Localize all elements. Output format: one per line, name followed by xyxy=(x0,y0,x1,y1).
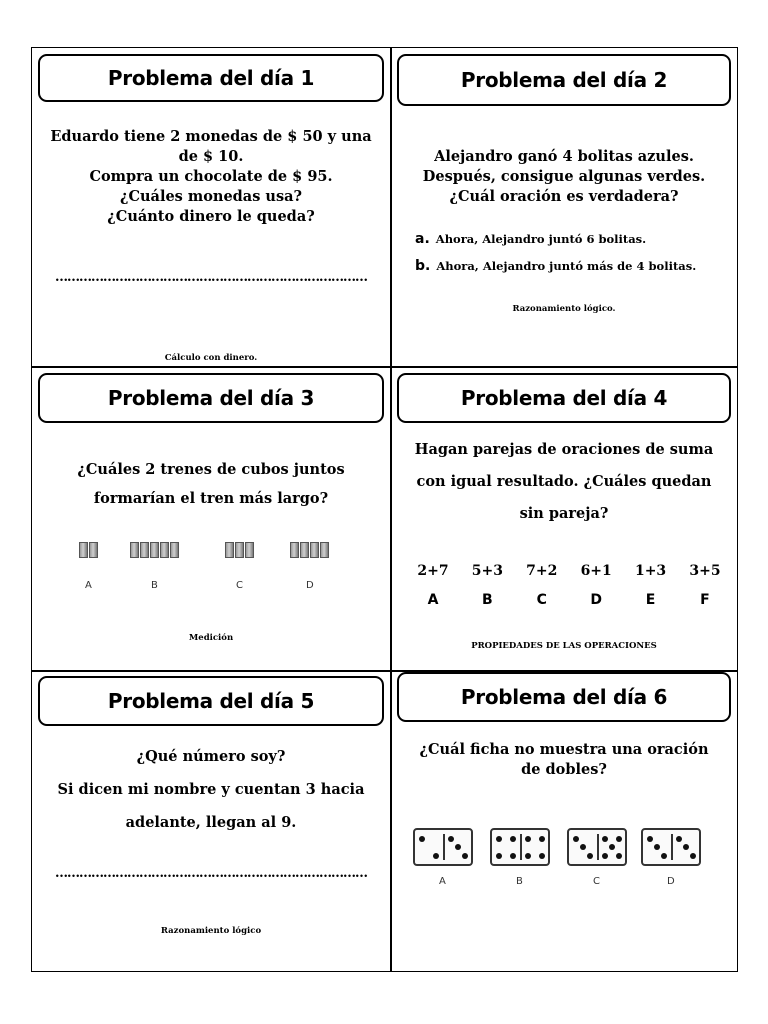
topic-label: PROPIEDADES DE LAS OPERACIONES xyxy=(471,641,657,651)
operation: 3+5 xyxy=(689,563,721,579)
domino-pip xyxy=(510,853,516,859)
problem-card-6 xyxy=(391,672,737,971)
operation-label: D xyxy=(590,592,602,608)
domino-label: C xyxy=(593,876,600,887)
option-letter: b. xyxy=(415,258,431,274)
domino-tile xyxy=(567,828,627,866)
domino-pip xyxy=(647,836,653,842)
domino-pip xyxy=(683,844,689,850)
operation: 2+7 xyxy=(417,563,449,579)
cube xyxy=(170,542,179,558)
cube xyxy=(320,542,329,558)
domino-divider xyxy=(520,834,522,860)
operation-labels-row xyxy=(409,592,729,608)
option-a xyxy=(415,231,646,247)
domino-pip xyxy=(676,836,682,842)
operation-label: E xyxy=(645,592,656,608)
answer-line: …………………………………………………………………… xyxy=(55,270,367,285)
domino-pip xyxy=(580,844,586,850)
option-text: Ahora, Alejandro juntó 6 bolitas. xyxy=(435,232,647,246)
operation: 5+3 xyxy=(471,563,503,579)
cube-train xyxy=(290,542,330,558)
domino-pip xyxy=(690,853,696,859)
question-line: Si dicen mi nombre y cuentan 3 hacia xyxy=(57,781,365,798)
operation-label: F xyxy=(700,592,710,608)
question-line: ¿Cuánto dinero le queda? xyxy=(107,208,315,225)
domino-tiles xyxy=(391,828,737,918)
domino-pip xyxy=(525,836,531,842)
question-line: ¿Cuáles 2 trenes de cubos juntos xyxy=(77,461,345,478)
domino-pip xyxy=(654,844,660,850)
option-b xyxy=(415,258,696,274)
domino-pip xyxy=(433,853,439,859)
question-line: ¿Cuál oración es verdadera? xyxy=(449,188,679,205)
domino-divider xyxy=(671,834,673,860)
question-line: Hagan parejas de oraciones de suma xyxy=(414,441,714,458)
domino-tile xyxy=(413,828,473,866)
card-title: Problema del día 6 xyxy=(397,672,731,722)
domino-pip xyxy=(419,836,425,842)
question-line: de $ 10. xyxy=(178,148,244,165)
domino-pip xyxy=(496,836,502,842)
cube-trains xyxy=(32,542,390,602)
cube xyxy=(150,542,159,558)
question-text xyxy=(36,740,386,839)
cube-train xyxy=(130,542,180,558)
cube xyxy=(300,542,309,558)
problem-card-4 xyxy=(391,368,737,670)
domino-divider xyxy=(597,834,599,860)
domino-pip xyxy=(602,853,608,859)
question-line: formarían el tren más largo? xyxy=(93,490,329,507)
domino-pip xyxy=(496,853,502,859)
domino-pip xyxy=(616,853,622,859)
train-label: B xyxy=(151,580,158,591)
cube xyxy=(310,542,319,558)
train-label: A xyxy=(85,580,92,591)
cube xyxy=(140,542,149,558)
train-label: D xyxy=(306,580,314,591)
topic-label: Razonamiento lógico. xyxy=(512,304,616,314)
card-title: Problema del día 3 xyxy=(38,373,384,423)
question-text xyxy=(36,455,386,513)
cube-train xyxy=(225,542,255,558)
domino-pip xyxy=(609,844,615,850)
operation-label: B xyxy=(482,592,493,608)
topic-label: Razonamiento lógico xyxy=(160,926,262,936)
domino-label: A xyxy=(439,876,446,887)
domino-label: B xyxy=(516,876,523,887)
card-title: Problema del día 4 xyxy=(397,373,731,423)
domino-pip xyxy=(661,853,667,859)
domino-pip xyxy=(510,836,516,842)
cube xyxy=(89,542,98,558)
card-title: Problema del día 2 xyxy=(397,54,731,106)
domino-tile xyxy=(490,828,550,866)
topic-label: Medición xyxy=(188,633,234,643)
problem-card-1 xyxy=(32,48,390,366)
domino-pip xyxy=(525,853,531,859)
operation-label: C xyxy=(536,592,547,608)
cube xyxy=(245,542,254,558)
domino-pip xyxy=(587,853,593,859)
question-line: Compra un chocolate de $ 95. xyxy=(89,168,333,185)
operation: 6+1 xyxy=(580,563,612,579)
question-line: adelante, llegan al 9. xyxy=(125,814,297,831)
topic-label: Cálculo con dinero. xyxy=(164,353,258,363)
cube xyxy=(79,542,88,558)
question-text xyxy=(36,127,386,227)
domino-tile xyxy=(641,828,701,866)
domino-pip xyxy=(455,844,461,850)
operation: 1+3 xyxy=(634,563,667,579)
question-line: con igual resultado. ¿Cuáles quedan xyxy=(416,473,712,490)
domino-pip xyxy=(539,853,545,859)
question-line: Alejandro ganó 4 bolitas azules. xyxy=(434,148,694,165)
question-line: Eduardo tiene 2 monedas de $ 50 y una xyxy=(50,128,372,145)
option-letter: a. xyxy=(415,231,430,247)
domino-pip xyxy=(616,836,622,842)
answer-line: …………………………………………………………………… xyxy=(55,866,367,881)
operation: 7+2 xyxy=(526,563,558,579)
cube xyxy=(130,542,139,558)
option-text: Ahora, Alejandro juntó más de 4 bolitas. xyxy=(436,259,697,273)
operations-row xyxy=(409,563,729,579)
cube xyxy=(160,542,169,558)
question-text xyxy=(395,434,733,530)
question-text xyxy=(395,147,733,207)
domino-pip xyxy=(602,836,608,842)
problem-card-3 xyxy=(32,368,390,670)
question-line: ¿Qué número soy? xyxy=(136,748,286,765)
card-title: Problema del día 1 xyxy=(38,54,384,102)
question-line: de dobles? xyxy=(521,761,607,778)
cube xyxy=(290,542,299,558)
cube xyxy=(225,542,234,558)
problem-card-5 xyxy=(32,672,390,971)
card-title: Problema del día 5 xyxy=(38,676,384,726)
worksheet-grid xyxy=(31,47,738,972)
question-text xyxy=(395,740,733,780)
domino-pip xyxy=(448,836,454,842)
cube-train xyxy=(79,542,99,558)
domino-pip xyxy=(573,836,579,842)
domino-divider xyxy=(443,834,445,860)
domino-pip xyxy=(462,853,468,859)
question-line: sin pareja? xyxy=(519,505,609,522)
operation-label: A xyxy=(427,592,439,608)
train-label: C xyxy=(236,580,243,591)
problem-card-2 xyxy=(391,48,737,366)
cube xyxy=(235,542,244,558)
question-line: ¿Cuál ficha no muestra una oración xyxy=(419,741,709,758)
question-line: Después, consigue algunas verdes. xyxy=(422,168,706,185)
domino-label: D xyxy=(667,876,675,887)
domino-pip xyxy=(539,836,545,842)
question-line: ¿Cuáles monedas usa? xyxy=(119,188,303,205)
